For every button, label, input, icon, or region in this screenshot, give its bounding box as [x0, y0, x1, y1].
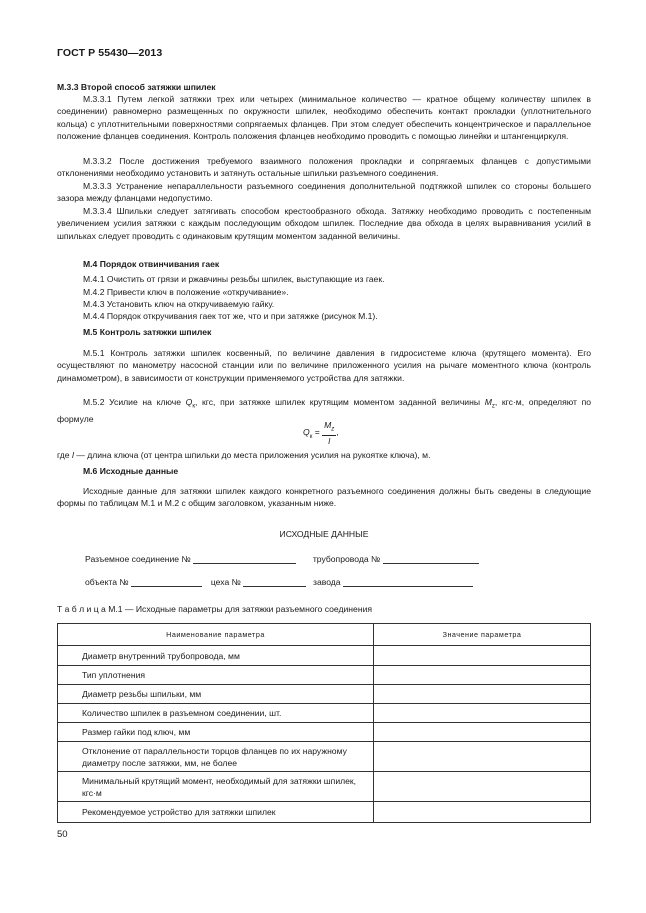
table-row	[58, 723, 591, 742]
formula-where: где l — длина ключа (от центра шпильки до места приложения усилия на рукоятке ключа), м.	[57, 450, 431, 460]
param-name: Диаметр резьбы шпильки, мм	[58, 685, 374, 704]
table-row	[58, 802, 591, 823]
paragraph-m334: М.3.3.4 Шпильки следует затягивать способом крестообразного обхода. Затяжку необходимо проводить с постепенным увеличением усилия затяжки с каждым последующим обходом шпилек. Последние два обхода в целях выравнивания усилий в шпильках следует проводить с одинаковым крутящим моментом заданной величины.	[57, 206, 591, 241]
param-name: Тип уплотнения	[58, 666, 374, 685]
connection-number-field[interactable]	[193, 553, 296, 564]
formula-qk: $Q_к$ = $\frac{M_z}{l}$ ,	[303, 420, 339, 446]
param-name: Рекомендуемое устройство для затяжки шпилек	[58, 802, 374, 823]
table-row	[58, 742, 591, 772]
param-value-cell[interactable]	[374, 685, 591, 704]
document-header: ГОСТ Р 55430—2013	[57, 47, 163, 59]
pipeline-number-field[interactable]	[383, 553, 479, 564]
param-value-cell[interactable]	[374, 646, 591, 666]
form-title: ИСХОДНЫЕ ДАННЫЕ	[279, 529, 369, 539]
paragraph-m331: М.3.3.1 Путем легкой затяжки трех или четырех (минимальное количество — кратное общему количеству шпилек в соединении) равномерно размещенных по окружности шпилек, необходимо обеспечить контакт прокладки (уплотнительного кольца) с уплотнительными поверхностями сопрягаемых фланцев. При этом следует обеспечить концентрическое и параллельное положение фланцев соединения. Контроль положения фланцев необходимо проводить с помощью линейки и штангенциркуля.	[57, 94, 591, 142]
parameters-table	[57, 623, 591, 823]
formula-fraction: $\frac{M_z}{l}$	[324, 420, 335, 446]
param-name: Размер гайки под ключ, мм	[58, 723, 374, 742]
param-name: Минимальный крутящий момент, необходимый для затяжки шпилек, кгс·м	[58, 772, 374, 802]
param-value-cell[interactable]	[374, 704, 591, 723]
column-header-value: Значение параметра	[374, 624, 591, 646]
form-row-connection: Разъемное соединение № трубопровода №	[85, 553, 479, 564]
param-name: Количество шпилек в разъемном соединении, шт.	[58, 704, 374, 723]
paragraph-m333: М.3.3.3 Устранение непараллельности разъемного соединения дополнительной подтяжкой шпилек со стороны большего зазора между фланцами недопустимо.	[57, 181, 591, 204]
form-row-object: объекта № цеха № завода	[85, 576, 473, 587]
column-header-name: Наименование параметра	[58, 624, 374, 646]
page-number: 50	[57, 829, 68, 840]
section-title-m5: М.5 Контроль затяжки шпилек	[83, 327, 212, 337]
param-value-cell[interactable]	[374, 666, 591, 685]
list-item: М.4.2 Привести ключ в положение «откручивание».	[83, 287, 289, 297]
param-value-cell[interactable]	[374, 802, 591, 823]
table-row	[58, 646, 591, 666]
param-value-cell[interactable]	[374, 742, 591, 772]
param-value-cell[interactable]	[374, 772, 591, 802]
list-item: М.4.1 Очистить от грязи и ржавчины резьбы шпилек, выступающие из гаек.	[83, 274, 385, 284]
table-row	[58, 685, 591, 704]
param-name: Отклонение от параллельности торцов фланцев по их наружному диаметру после затяжки, мм, не более	[58, 742, 374, 772]
param-name: Диаметр внутренний трубопровода, мм	[58, 646, 374, 666]
plant-field[interactable]	[343, 576, 473, 587]
table-row	[58, 704, 591, 723]
paragraph-m52: М.5.2 Усилие на ключе $Q_к$, кгс, при затяжке шпилек крутящим моментом заданной величины $M_z$, кгс·м, определяют по формуле	[57, 397, 592, 425]
section-title-m6: М.6 Исходные данные	[83, 466, 179, 476]
paragraph-m6: Исходные данные для затяжки шпилек каждого конкретного разъемного соединения должны быть сведены в следующие формы по таблицам М.1 и М.2 с общим заголовком, указанным ниже.	[57, 486, 591, 509]
table-row	[58, 666, 591, 685]
section-title-m33: М.3.3 Второй способ затяжки шпилек	[57, 82, 216, 92]
table-header-row	[58, 624, 591, 646]
paragraph-m51: М.5.1 Контроль затяжки шпилек косвенный, по величине давления в гидросистеме ключа (крутящего момента). Его осуществляют по манометру насосной станции или по величине приложенного усилия на рычаге моментного ключа (контроль динамометром), в зависимости от конструкции применяемого устройства для затяжки.	[57, 348, 591, 383]
shop-number-field[interactable]	[243, 576, 306, 587]
list-item: М.4.4 Порядок откручивания гаек тот же, что и при затяжке (рисунок М.1).	[83, 311, 378, 321]
table-row	[58, 772, 591, 802]
paragraph-m332: М.3.3.2 После достижения требуемого взаимного положения прокладки и сопрягаемых фланцев с допустимыми отклонениями необходимо установить и затянуть остальные шпильки разъемного соединения.	[57, 156, 591, 179]
param-value-cell[interactable]	[374, 723, 591, 742]
table-caption: Т а б л и ц а М.1 — Исходные параметры для затяжки разъемного соединения	[57, 604, 373, 614]
section-title-m4: М.4 Порядок отвинчивания гаек	[83, 259, 220, 269]
object-number-field[interactable]	[131, 576, 202, 587]
list-item: М.4.3 Установить ключ на откручиваемую гайку.	[83, 299, 275, 309]
